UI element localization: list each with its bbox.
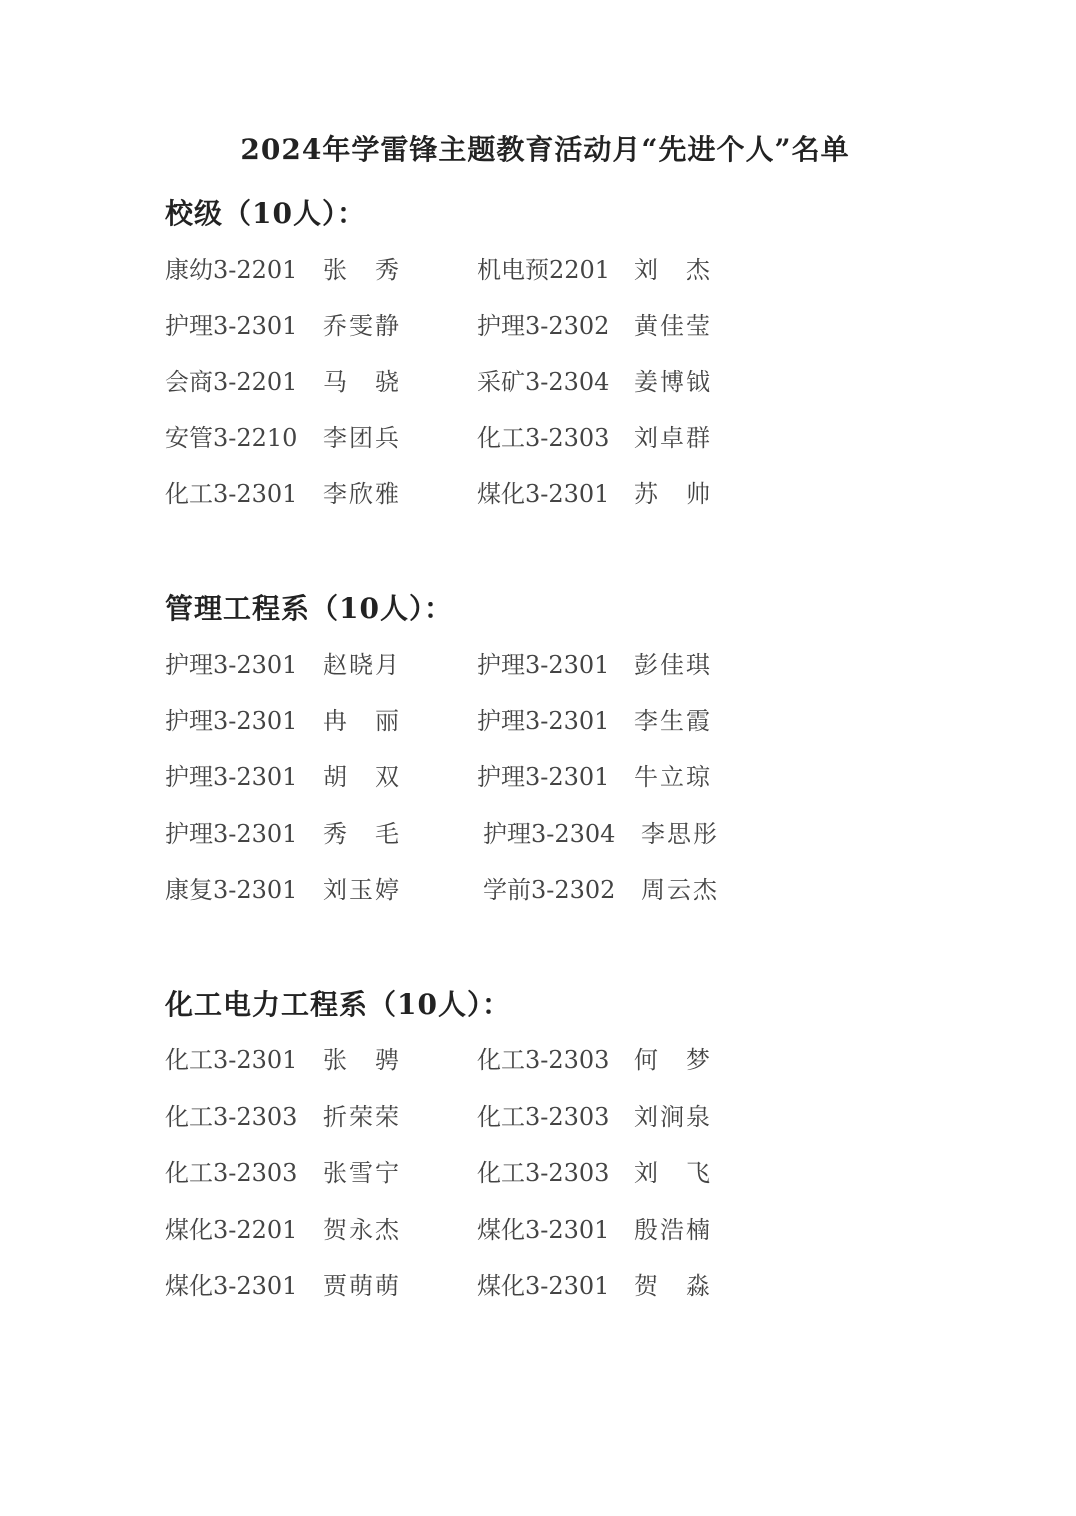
student-name: 折荣荣 xyxy=(323,1103,401,1131)
student-name: 刘玉婷 xyxy=(323,876,401,904)
class-name: 采矿3-2304 xyxy=(477,368,610,396)
list-row xyxy=(0,474,1076,510)
class-name: 康复3-2301 xyxy=(165,876,298,904)
student-name: 李思彤 xyxy=(641,820,719,848)
student-name: 贺 淼 xyxy=(634,1272,712,1300)
class-name: 化工3-2303 xyxy=(165,1159,298,1187)
list-row xyxy=(0,1266,1076,1302)
class-name: 煤化3-2301 xyxy=(477,1216,610,1244)
student-name: 贾萌萌 xyxy=(323,1272,401,1300)
class-name: 化工3-2301 xyxy=(165,480,298,508)
class-name: 煤化3-2301 xyxy=(477,1272,610,1300)
list-row xyxy=(0,814,1076,850)
class-name: 护理3-2301 xyxy=(477,651,610,679)
list-row xyxy=(0,1040,1076,1076)
class-name: 护理3-2302 xyxy=(477,312,610,340)
class-name: 安管3-2210 xyxy=(165,424,298,452)
student-name: 姜博钺 xyxy=(634,368,712,396)
class-name: 护理3-2301 xyxy=(165,312,298,340)
student-name: 刘 杰 xyxy=(634,256,712,284)
list-row xyxy=(0,757,1076,793)
list-row xyxy=(0,250,1076,286)
section-heading-management: 管理工程系（10人）： xyxy=(165,592,453,625)
class-name: 化工3-2303 xyxy=(477,1159,610,1187)
student-name: 李欣雅 xyxy=(323,480,401,508)
student-name: 刘涧泉 xyxy=(634,1103,712,1131)
class-name: 会商3-2201 xyxy=(165,368,298,396)
class-name: 机电预2201 xyxy=(477,256,611,284)
list-row xyxy=(0,1097,1076,1133)
student-name: 周云杰 xyxy=(641,876,719,904)
class-name: 护理3-2301 xyxy=(477,763,610,791)
class-name: 护理3-2301 xyxy=(165,820,298,848)
student-name: 刘 飞 xyxy=(634,1159,712,1187)
class-name: 化工3-2303 xyxy=(477,1046,610,1074)
student-name: 李生霞 xyxy=(634,707,712,735)
list-row xyxy=(0,362,1076,398)
student-name: 赵晓月 xyxy=(323,651,401,679)
student-name: 殷浩楠 xyxy=(634,1216,712,1244)
class-name: 护理3-2301 xyxy=(165,651,298,679)
student-name: 张 骋 xyxy=(323,1046,401,1074)
list-row xyxy=(0,701,1076,737)
list-row xyxy=(0,645,1076,681)
student-name: 秀 毛 xyxy=(323,820,401,848)
class-name: 化工3-2303 xyxy=(165,1103,298,1131)
class-name: 康幼3-2201 xyxy=(165,256,298,284)
list-row xyxy=(0,418,1076,454)
student-name: 彭佳琪 xyxy=(634,651,712,679)
student-name: 刘卓群 xyxy=(634,424,712,452)
class-name: 护理3-2301 xyxy=(477,707,610,735)
student-name: 冉 丽 xyxy=(323,707,401,735)
section-heading-chemical-power: 化工电力工程系（10人）： xyxy=(165,988,511,1021)
class-name: 煤化3-2301 xyxy=(165,1272,298,1300)
document-title: 2024年学雷锋主题教育活动月“先进个人”名单 xyxy=(240,133,850,166)
student-name: 马 骁 xyxy=(323,368,401,396)
class-name: 护理3-2301 xyxy=(165,763,298,791)
student-name: 何 梦 xyxy=(634,1046,712,1074)
list-row xyxy=(0,1153,1076,1189)
list-row xyxy=(0,306,1076,342)
class-name: 护理3-2304 xyxy=(483,820,616,848)
class-name: 化工3-2303 xyxy=(477,424,610,452)
class-name: 化工3-2303 xyxy=(477,1103,610,1131)
list-row xyxy=(0,870,1076,906)
student-name: 李团兵 xyxy=(323,424,401,452)
student-name: 胡 双 xyxy=(323,763,401,791)
class-name: 煤化3-2301 xyxy=(477,480,610,508)
student-name: 牛立琼 xyxy=(634,763,712,791)
student-name: 张 秀 xyxy=(323,256,401,284)
section-heading-school: 校级（10人）： xyxy=(165,197,366,230)
class-name: 煤化3-2201 xyxy=(165,1216,298,1244)
student-name: 黄佳莹 xyxy=(634,312,712,340)
class-name: 化工3-2301 xyxy=(165,1046,298,1074)
student-name: 张雪宁 xyxy=(323,1159,401,1187)
class-name: 学前3-2302 xyxy=(483,876,616,904)
student-name: 贺永杰 xyxy=(323,1216,401,1244)
class-name: 护理3-2301 xyxy=(165,707,298,735)
student-name: 乔雯静 xyxy=(323,312,401,340)
student-name: 苏 帅 xyxy=(634,480,712,508)
list-row xyxy=(0,1210,1076,1246)
